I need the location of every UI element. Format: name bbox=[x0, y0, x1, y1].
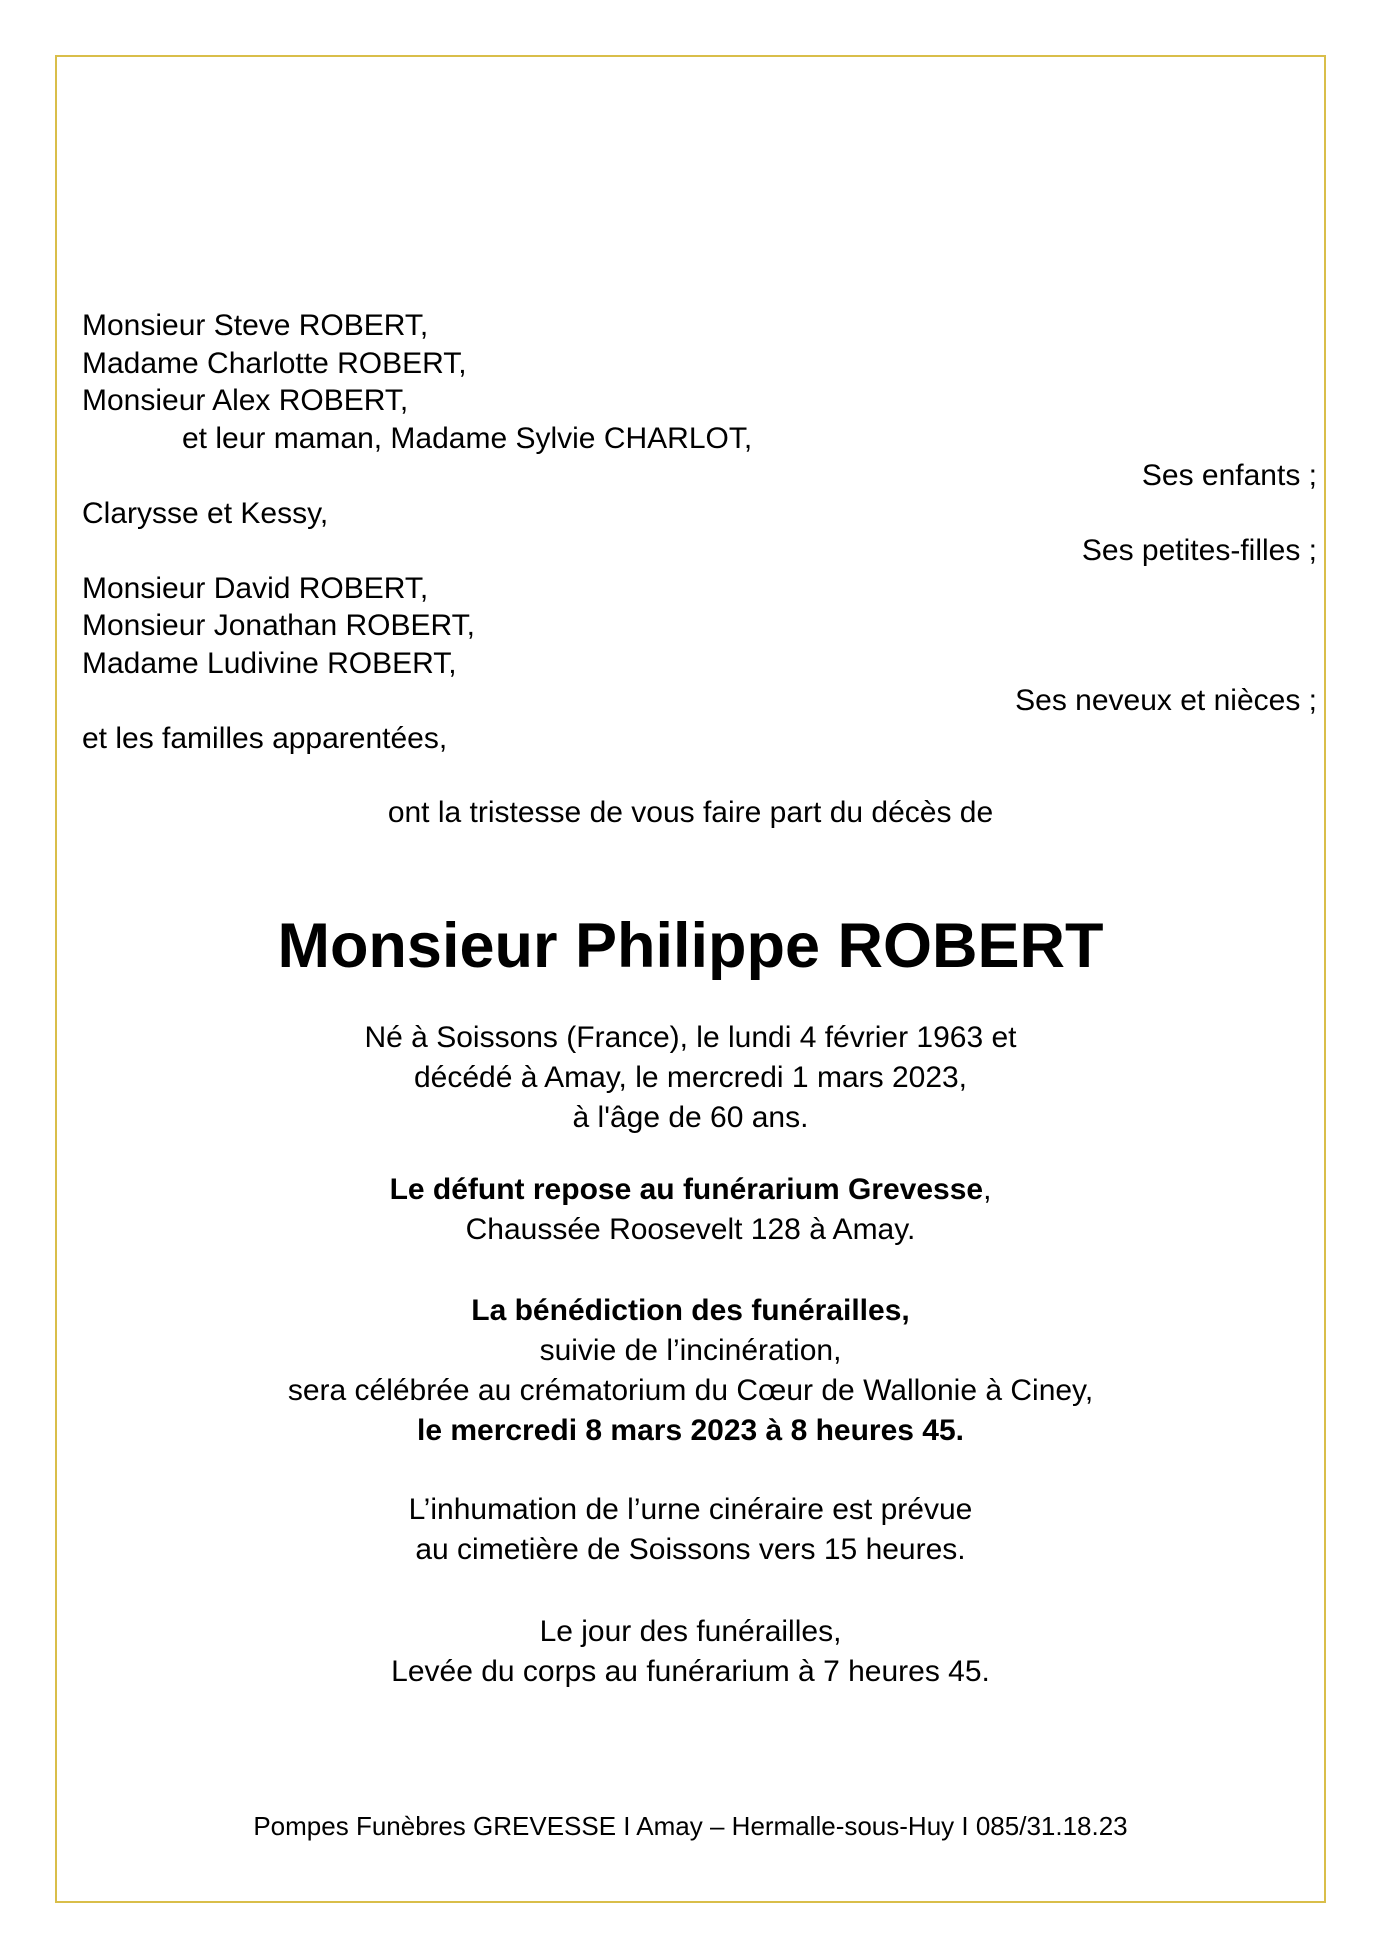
age-line: à l'âge de 60 ans. bbox=[572, 1101, 809, 1134]
child-name: Madame Charlotte ROBERT, bbox=[82, 346, 467, 380]
related-families-line: et les familles apparentées, bbox=[82, 721, 448, 755]
deceased-name: Monsieur Philippe ROBERT bbox=[277, 911, 1104, 981]
children-label: Ses enfants ; bbox=[1141, 459, 1317, 492]
resting-place bbox=[55, 1170, 1326, 1250]
ceremony-title: La bénédiction des funérailles, bbox=[471, 1294, 910, 1327]
resting-place-bold: Le défunt repose au funérarium Grevesse bbox=[389, 1173, 984, 1206]
child-name: Monsieur Alex ROBERT, bbox=[82, 384, 409, 417]
child-name: Monsieur Steve ROBERT, bbox=[82, 309, 429, 342]
granddaughters-label: Ses petites-filles ; bbox=[1081, 534, 1317, 567]
nephew-name: Madame Ludivine ROBERT, bbox=[82, 646, 457, 680]
resting-place-address: Chaussée Roosevelt 128 à Amay. bbox=[465, 1213, 916, 1246]
resting-place-comma: , bbox=[983, 1173, 992, 1206]
funeral-home-footer: Pompes Funèbres GREVESSE I Amay – Hermalle-sous-Huy I 085/31.18.23 bbox=[253, 1811, 1128, 1841]
nephew-name: Monsieur Jonathan ROBERT, bbox=[82, 609, 475, 642]
granddaughters-line: Clarysse et Kessy, bbox=[82, 496, 329, 530]
ceremony-details bbox=[55, 1291, 1326, 1451]
birth-death-details bbox=[55, 1018, 1326, 1138]
urn-line: au cimetière de Soissons vers 15 heures. bbox=[415, 1533, 966, 1566]
birth-line: Né à Soissons (France), le lundi 4 février 1963 et bbox=[364, 1021, 1017, 1054]
funeral-day-details bbox=[55, 1612, 1326, 1692]
resting-place-heading bbox=[55, 1170, 1326, 1210]
urn-line: L’inhumation de l’urne cinéraire est prévue bbox=[408, 1493, 973, 1526]
death-line: décédé à Amay, le mercredi 1 mars 2023, bbox=[413, 1061, 968, 1094]
ceremony-line: suivie de l’incinération, bbox=[539, 1334, 842, 1367]
family-list bbox=[82, 307, 1320, 757]
ceremony-line: sera célébrée au crématorium du Cœur de Wallonie à Ciney, bbox=[287, 1374, 1094, 1407]
funeral-day-line: Le jour des funérailles, bbox=[539, 1615, 842, 1648]
funeral-day-line: Levée du corps au funérarium à 7 heures 45. bbox=[391, 1655, 990, 1688]
urn-burial-details bbox=[55, 1490, 1326, 1570]
announcement-intro: ont la tristesse de vous faire part du décès de bbox=[387, 796, 994, 829]
mother-line: et leur maman, Madame Sylvie CHARLOT, bbox=[182, 421, 753, 455]
nephew-name: Monsieur David ROBERT, bbox=[82, 571, 429, 605]
nephews-label: Ses neveux et nièces ; bbox=[1015, 684, 1317, 717]
ceremony-datetime: le mercredi 8 mars 2023 à 8 heures 45. bbox=[416, 1414, 965, 1447]
